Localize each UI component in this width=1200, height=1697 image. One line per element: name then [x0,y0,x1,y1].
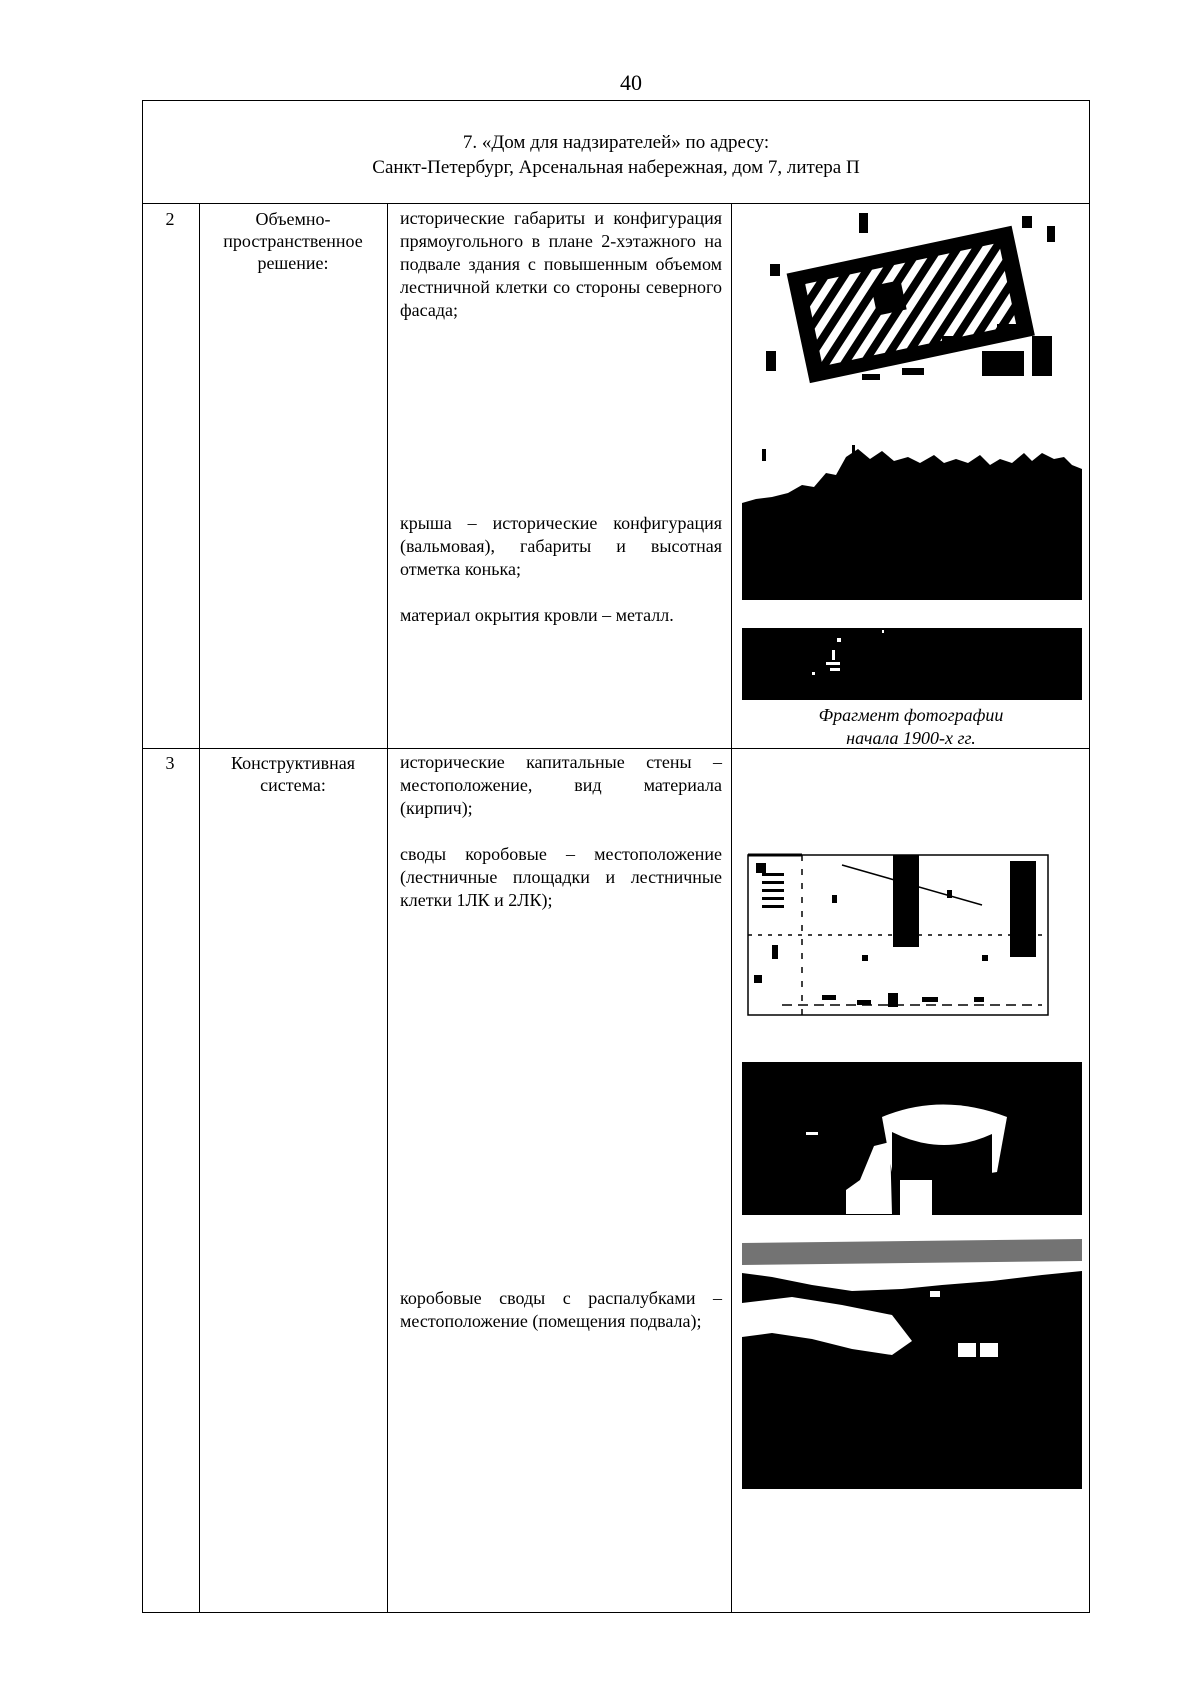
description-paragraph: исторические капитальные стены – местоположение, вид материала (кирпич); [400,752,722,818]
row-label-line: Объемно- [255,209,331,229]
heading-divider [142,203,1090,204]
row-description [400,1287,722,1333]
historic-photo-fragment-lower [742,628,1082,700]
caption-line: Фрагмент фотографии [818,705,1004,725]
row-description [400,512,722,581]
object-title: 7. «Дом для надзирателей» по адресу: [462,132,770,153]
description-paragraph: крыша – исторические конфигурация (вальмовая), габариты и высотная отметка конька; [400,513,722,579]
row-description [400,751,722,820]
heritage-table [142,100,1090,1613]
description-paragraph: исторические габариты и конфигурация прямоугольного в плане 2-хэтажного на подвале здания с повышенным объемом лестничной клетки со стороны северного фасада; [400,208,722,320]
description-paragraph: материал окрытия кровли – металл. [400,605,674,625]
row-number: 3 [165,753,175,773]
row-label [200,752,386,796]
caption-line: начала 1900-х гг. [846,728,976,748]
row-description [400,843,722,912]
site-plan-map [742,206,1082,391]
historic-photo-fragment [742,445,1082,600]
object-address: Санкт-Петербург, Арсенальная набережная, дом 7, литера П [372,157,860,178]
column-divider-1 [199,203,200,1613]
row-label [200,208,386,274]
description-paragraph: коробовые своды с распалубками – местоположение (помещения подвала); [400,1288,722,1331]
row-number: 2 [165,209,175,229]
page-number: 40 [620,70,642,95]
object-heading [142,130,1090,180]
row-description [400,207,722,322]
row-label-line: Конструктивная [231,753,355,773]
row-label-line: система: [260,775,326,795]
row-label-line: решение: [257,253,329,273]
column-divider-3 [731,203,732,1613]
photo-caption [746,704,1076,750]
column-divider-2 [387,203,388,1613]
basement-vault-photo [742,1233,1082,1489]
stair-vault-photo [742,1062,1082,1215]
row-description [400,604,722,627]
floor-plan-drawing [742,835,1082,1027]
row-label-line: пространственное [223,231,363,251]
description-paragraph: своды коробовые – местоположение (лестничные площадки и лестничные клетки 1ЛК и 2ЛК); [400,844,722,910]
